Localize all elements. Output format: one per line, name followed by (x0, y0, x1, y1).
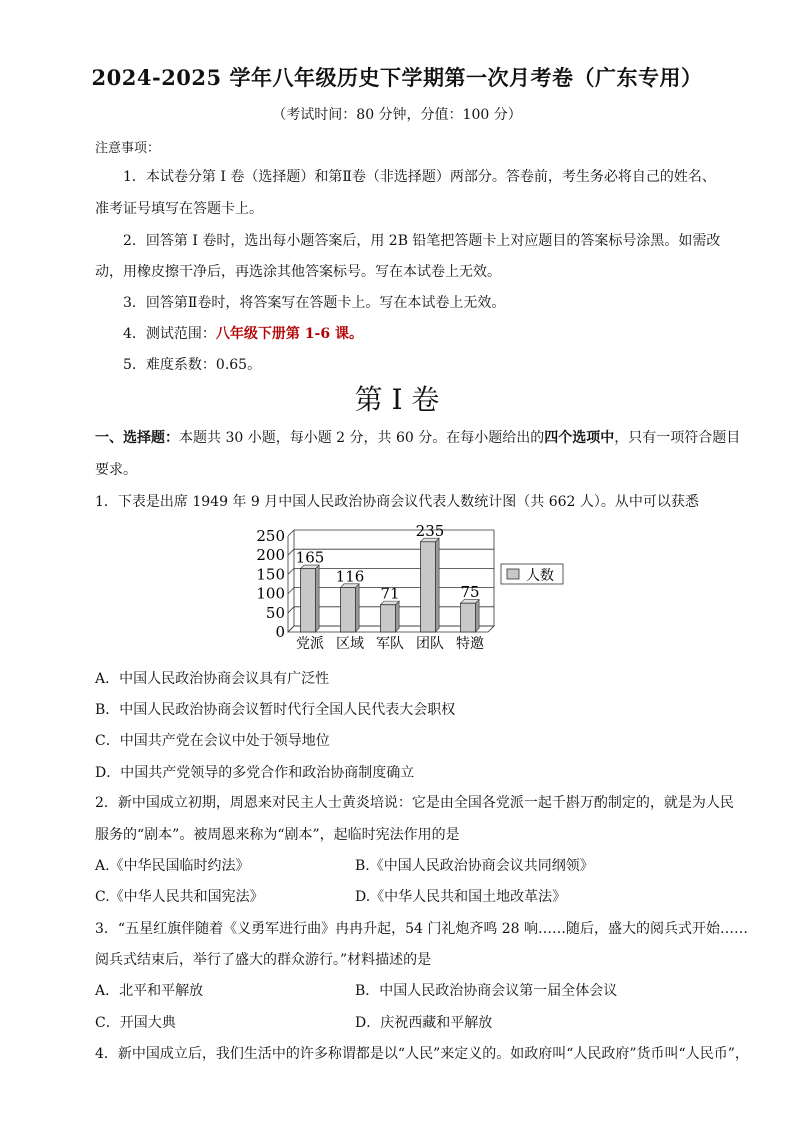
chart-grid-diagonal (288, 530, 294, 536)
chart-legend (501, 564, 563, 584)
chart-x-tick-label: 军队 (376, 636, 404, 652)
chart-x-tick-label: 区域 (336, 636, 364, 652)
chart-data-label: 235 (415, 521, 445, 540)
section-intro-text-2: ，只有一项符合题目 (614, 430, 741, 446)
note-1-line-b: 准考证号填写在答题卡上。 (95, 201, 263, 217)
note-4-prefix: 4．测试范围： (123, 326, 216, 342)
chart-bar (341, 587, 356, 632)
q2-option-a: A.《中华民国临时约法》 (95, 858, 250, 874)
chart-grid-diagonal (288, 626, 294, 632)
chart-grid-diagonal (288, 549, 294, 555)
section-title: 第 I 卷 (354, 383, 440, 416)
chart-grid-diagonal (288, 588, 294, 594)
q2-option-c: C.《中华人民共和国宪法》 (95, 889, 264, 905)
q4-stem-line-a: 4．新中国成立后，我们生活中的许多称谓都是以“人民”来定义的。如政府叫“人民政府”货币叫“人民币”， (95, 1046, 749, 1062)
q1-option-b: B．中国人民政治协商会议暂时代行全国人民代表大会职权 (95, 702, 456, 718)
chart-x-ticks (296, 635, 484, 652)
chart-x-tick-label: 党派 (296, 636, 324, 652)
chart-data-label: 165 (295, 548, 325, 567)
section-intro-emph: 四个选项中 (544, 430, 615, 446)
q3-option-a: A．北平和平解放 (95, 983, 204, 999)
note-2-line-b: 动，用橡皮擦干净后，再选涂其他答案标号。写在本试卷上无效。 (95, 264, 501, 280)
chart-x-tick-label: 特邀 (456, 636, 484, 652)
q2-option-b: B.《中国人民政治协商会议共同纲领》 (355, 858, 594, 874)
chart-y-tick-label: 100 (256, 584, 285, 603)
chart-bar (421, 542, 436, 632)
q2-stem-line-a: 2．新中国成立初期，周恩来对民主人士黄炎培说：它是由全国各党派一起千斟万酌制定的，就是为人民 (95, 795, 734, 811)
chart-grid-diagonal (288, 607, 294, 613)
chart-y-tick-label: 200 (256, 546, 285, 565)
section-intro-line-a (95, 427, 740, 447)
chart-bar (461, 603, 476, 632)
q3-option-b: B．中国人民政治协商会议第一届全体会议 (355, 983, 618, 999)
note-4 (123, 323, 363, 343)
q3-stem-line-b: 阅兵式结束后，举行了盛大的群众游行。”材料描述的是 (95, 952, 432, 968)
chart-x-tick-label: 团队 (416, 636, 444, 652)
chart-data-label: 75 (460, 583, 480, 602)
q1-option-c: C．中国共产党在会议中处于领导地位 (95, 733, 330, 749)
chart-y-tick-label: 150 (256, 565, 285, 584)
chart-bars (296, 522, 480, 632)
chart-bar-side (436, 538, 440, 632)
section-intro-text: 本题共 30 小题，每小题 2 分，共 60 分。在每小题给出的 (179, 430, 545, 446)
chart-bar (301, 569, 316, 632)
q2-stem-line-b: 服务的“剧本”。被周恩来称为“剧本”，起临时宪法作用的是 (95, 827, 460, 843)
note-5: 5．难度系数：0.65。 (123, 357, 262, 373)
section-intro-line-b: 要求。 (95, 462, 137, 478)
chart-y-tick-label: 50 (265, 603, 285, 622)
notes-heading: 注意事项： (95, 141, 161, 156)
chart-bar-side (396, 601, 400, 632)
chart-bar-side (476, 600, 480, 632)
q1-bar-chart (250, 516, 570, 656)
q3-option-c: C．开国大典 (95, 1015, 176, 1031)
note-1-line-a: 1．本试卷分第 I 卷（选择题）和第Ⅱ卷（非选择题）两部分。答卷前，考生务必将自己的姓名、 (123, 169, 716, 185)
q1-stem: 1．下表是出席 1949 年 9 月中国人民政治协商会议代表人数统计图（共 662 人）。从中可以获悉 (95, 494, 699, 510)
chart-bar (381, 605, 396, 632)
chart-data-label: 116 (335, 567, 365, 586)
q3-option-d: D．庆祝西藏和平解放 (355, 1015, 493, 1031)
chart-legend-label: 人数 (526, 568, 554, 584)
chart-data-label: 71 (380, 584, 400, 603)
chart-y-tick-label: 0 (275, 623, 285, 641)
chart-grid-diagonal (288, 568, 294, 574)
note-3: 3．回答第Ⅱ卷时，将答案写在答题卡上。写在本试卷上无效。 (123, 295, 506, 311)
q1-option-d: D．中国共产党领导的多党合作和政治协商制度确立 (95, 765, 415, 781)
chart-legend-swatch (507, 569, 519, 579)
chart-bar-side (316, 565, 320, 632)
section-intro-label: 一、选择题： (95, 430, 179, 446)
q3-stem-line-a: 3．“五星红旗伴随着《义勇军进行曲》冉冉升起，54 门礼炮齐鸣 28 响……随后，盛大的阅兵式开始…… (95, 921, 749, 937)
exam-subtitle: （考试时间：80 分钟，分值：100 分） (272, 107, 522, 123)
q1-option-a: A．中国人民政治协商会议具有广泛性 (95, 671, 330, 687)
chart-y-ticks (256, 527, 285, 641)
exam-title: 2024-2025 学年八年级历史下学期第一次月考卷（广东专用） (91, 65, 703, 90)
test-range: 八年级下册第 1-6 课。 (215, 326, 363, 342)
q2-option-d: D.《中华人民共和国土地改革法》 (355, 889, 567, 905)
chart-y-tick-label: 250 (256, 527, 285, 545)
note-2-line-a: 2．回答第 I 卷时，选出每小题答案后，用 2B 铅笔把答题卡上对应题目的答案标号涂黑。如需改 (123, 233, 721, 249)
chart-bar-side (356, 584, 360, 632)
